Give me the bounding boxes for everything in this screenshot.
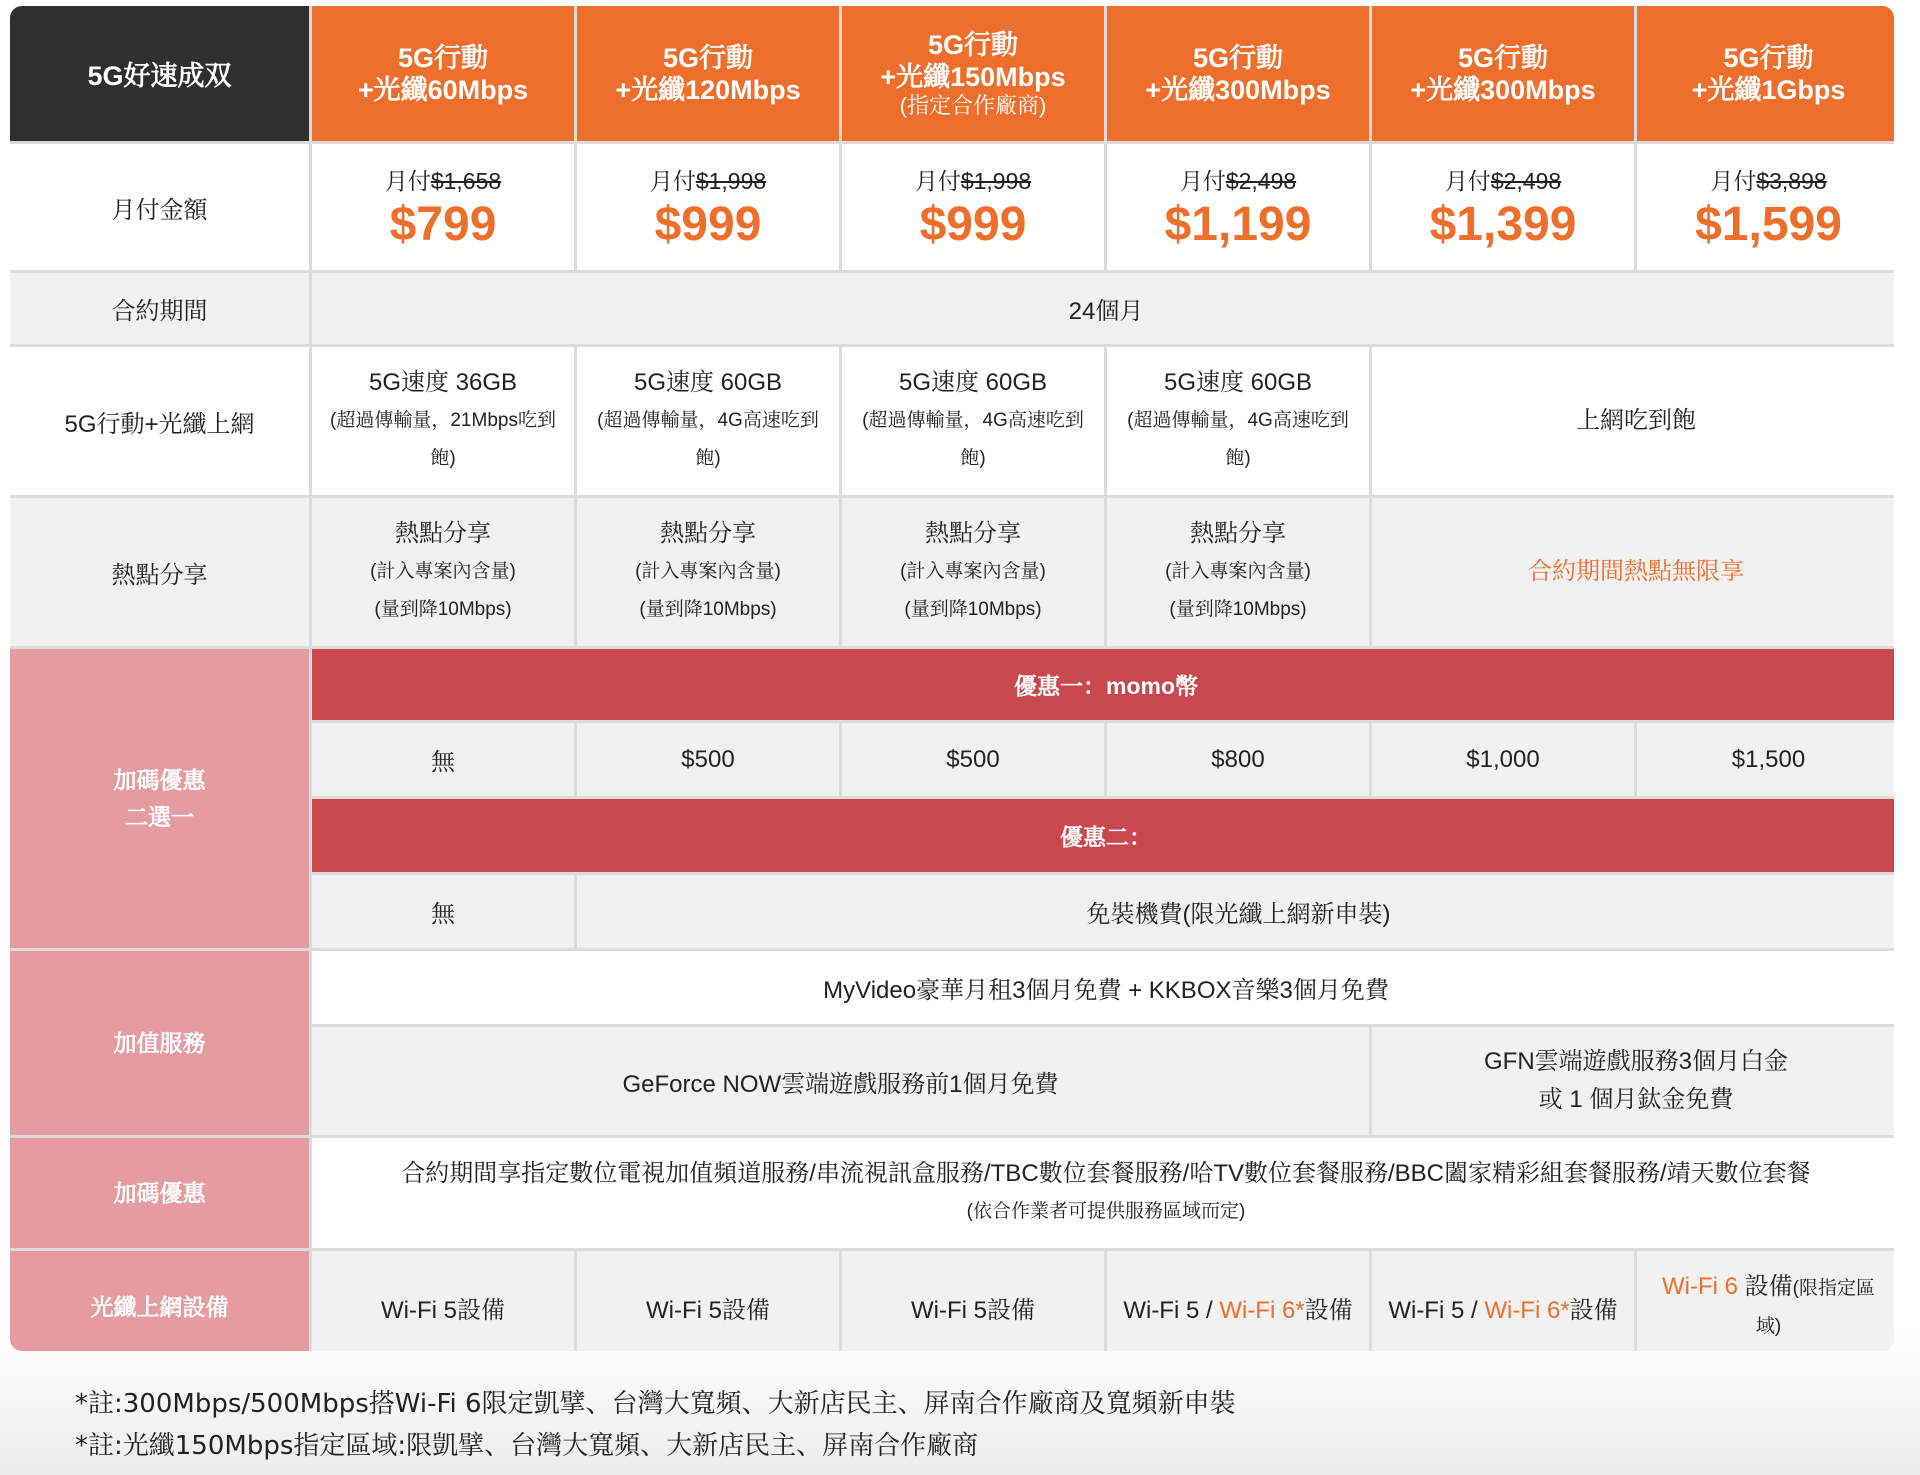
plan-header-line1: 5G行動 bbox=[662, 42, 754, 73]
plan-header-line2: +光纖150Mbps bbox=[880, 61, 1066, 92]
contract-period-value: 24個月 bbox=[312, 273, 1894, 344]
hotspot-note: (量到降10Mbps) bbox=[904, 599, 1042, 620]
data-allowance-note: (超過傳輸量，4G高速吃到飽) bbox=[1127, 410, 1349, 469]
equipment-cell: Wi-Fi 5設備 bbox=[312, 1251, 574, 1351]
data-allowance: 5G速度 60GB bbox=[1163, 369, 1313, 396]
hotspot-note: (量到降10Mbps) bbox=[639, 599, 777, 620]
hotspot-note: (量到降10Mbps) bbox=[1169, 599, 1307, 620]
offer2-title: 優惠二： bbox=[312, 799, 1894, 872]
data-allowance-cell bbox=[842, 347, 1104, 495]
discount-price: $1,199 bbox=[1164, 197, 1312, 251]
data-allowance-cell bbox=[577, 347, 839, 495]
plan-header-line1: 5G行動 bbox=[1457, 42, 1549, 73]
data-allowance: 5G速度 36GB bbox=[368, 369, 518, 396]
data-allowance-note: (超過傳輸量，21Mbps吃到飽) bbox=[330, 410, 556, 469]
row-label-value-added: 加值服務 bbox=[10, 951, 309, 1135]
gfn-offer-line2: 或 1 個月鈦金免費 bbox=[1538, 1086, 1734, 1113]
hotspot-note: (計入專案內含量) bbox=[370, 561, 516, 582]
equipment-cell: Wi-Fi 5 / Wi-Fi 6*設備 bbox=[1107, 1251, 1369, 1351]
hotspot-note: (計入專案內含量) bbox=[900, 561, 1046, 582]
price-cell bbox=[1107, 144, 1369, 270]
offer2-value: 免裝機費(限光纖上網新申裝) bbox=[577, 875, 1894, 948]
price-cell bbox=[1637, 144, 1894, 270]
bonus-label-line1: 加碼優惠 bbox=[113, 766, 206, 793]
extra-bonus-cell bbox=[312, 1138, 1894, 1248]
original-price: 月付$1,998 bbox=[649, 167, 767, 194]
momo-coin-value: $1,500 bbox=[1637, 723, 1894, 796]
equipment-cell: Wi-Fi 6 設備(限指定區 域) bbox=[1637, 1251, 1894, 1351]
plan-header-line2: +光纖120Mbps bbox=[615, 74, 801, 105]
row-label-contract: 合約期間 bbox=[10, 273, 309, 344]
plan-header-sub: (指定合作廠商) bbox=[899, 92, 1047, 118]
hotspot-note: (計入專案內含量) bbox=[635, 561, 781, 582]
data-allowance-note: (超過傳輸量，4G高速吃到飽) bbox=[862, 410, 1084, 469]
data-allowance: 5G速度 60GB bbox=[898, 369, 1048, 396]
unlimited-data-cell: 上網吃到飽 bbox=[1372, 347, 1894, 495]
plan-comparison-table bbox=[10, 6, 1894, 1351]
offer1-title: 優惠一：momo幣 bbox=[312, 649, 1894, 720]
discount-price: $999 bbox=[654, 197, 762, 251]
momo-coin-value: $500 bbox=[842, 723, 1104, 796]
plan-header-line2: +光纖1Gbps bbox=[1691, 74, 1846, 105]
row-label-equipment: 光纖上網設備 bbox=[10, 1251, 309, 1351]
original-price: 月付$3,898 bbox=[1710, 167, 1827, 194]
plan-header-150mbps bbox=[842, 6, 1104, 141]
footnote-2: *註:光纖150Mbps指定區域:限凱擘、台灣大寬頻、大新店民主、屏南合作廠商 bbox=[75, 1431, 979, 1461]
myvideo-kkbox-offer: MyVideo豪華月租3個月免費 + KKBOX音樂3個月免費 bbox=[312, 951, 1894, 1024]
plan-header-line2: +光纖60Mbps bbox=[357, 74, 529, 105]
plan-header-300mbps-a bbox=[1107, 6, 1369, 141]
hotspot-cell bbox=[842, 498, 1104, 646]
momo-coin-value: $1,000 bbox=[1372, 723, 1634, 796]
plan-header-line1: 5G行動 bbox=[397, 42, 489, 73]
row-label-extra-bonus: 加碼優惠 bbox=[10, 1138, 309, 1248]
unlimited-hotspot-cell: 合約期間熱點無限享 bbox=[1372, 498, 1894, 646]
plan-header-300mbps-b bbox=[1372, 6, 1634, 141]
data-allowance-cell bbox=[312, 347, 574, 495]
hotspot-note: (計入專案內含量) bbox=[1165, 561, 1311, 582]
gfn-offer bbox=[1372, 1027, 1894, 1135]
footnote-1: *註:300Mbps/500Mbps搭Wi-Fi 6限定凱擘、台灣大寬頻、大新店民主、屏南合作廠商及寬頻新申裝 bbox=[75, 1389, 1236, 1419]
hotspot-title: 熱點分享 bbox=[660, 520, 756, 547]
momo-coin-value: $800 bbox=[1107, 723, 1369, 796]
discount-price: $799 bbox=[389, 197, 497, 251]
hotspot-title: 熱點分享 bbox=[395, 520, 491, 547]
equipment-cell: Wi-Fi 5設備 bbox=[842, 1251, 1104, 1351]
gfn-offer-line1: GFN雲端遊戲服務3個月白金 bbox=[1483, 1048, 1788, 1075]
discount-price: $1,599 bbox=[1695, 197, 1842, 251]
price-cell bbox=[1372, 144, 1634, 270]
extra-bonus-note: (依合作業者可提供服務區域而定) bbox=[966, 1201, 1246, 1222]
discount-price: $999 bbox=[919, 197, 1027, 251]
data-allowance-cell bbox=[1107, 347, 1369, 495]
plan-header-line2: +光纖300Mbps bbox=[1145, 74, 1331, 105]
plan-header-1gbps bbox=[1637, 6, 1894, 141]
equipment-cell: Wi-Fi 5 / Wi-Fi 6*設備 bbox=[1372, 1251, 1634, 1351]
hotspot-cell bbox=[312, 498, 574, 646]
hotspot-title: 熱點分享 bbox=[1190, 520, 1286, 547]
plan-header-line2: +光纖300Mbps bbox=[1410, 74, 1596, 105]
original-price: 月付$1,998 bbox=[914, 167, 1032, 194]
geforce-now-offer: GeForce NOW雲端遊戲服務前1個月免費 bbox=[312, 1027, 1369, 1135]
original-price: 月付$2,498 bbox=[1444, 167, 1562, 194]
row-label-hotspot: 熱點分享 bbox=[10, 498, 309, 646]
plan-header-120mbps bbox=[577, 6, 839, 141]
discount-price: $1,399 bbox=[1429, 197, 1577, 251]
hotspot-title: 熱點分享 bbox=[925, 520, 1021, 547]
original-price: 月付$1,658 bbox=[384, 167, 502, 194]
momo-coin-value: $500 bbox=[577, 723, 839, 796]
data-allowance-note: (超過傳輸量，4G高速吃到飽) bbox=[597, 410, 819, 469]
hotspot-cell bbox=[577, 498, 839, 646]
momo-coin-value: 無 bbox=[312, 723, 574, 796]
price-cell bbox=[577, 144, 839, 270]
hotspot-cell bbox=[1107, 498, 1369, 646]
row-label-monthly: 月付金額 bbox=[10, 144, 309, 270]
extra-bonus-text: 合約期間享指定數位電視加值頻道服務/串流視訊盒服務/TBC數位套餐服務/哈TV數位套餐服務/BBC闔家精彩組套餐服務/靖天數位套餐 bbox=[401, 1160, 1811, 1187]
table-corner-title: 5G好速成双 bbox=[10, 6, 309, 141]
price-cell bbox=[842, 144, 1104, 270]
hotspot-note: (量到降10Mbps) bbox=[374, 599, 512, 620]
data-allowance: 5G速度 60GB bbox=[633, 369, 783, 396]
row-label-data: 5G行動+光纖上網 bbox=[10, 347, 309, 495]
offer2-none: 無 bbox=[312, 875, 574, 948]
row-label-bonus bbox=[10, 649, 309, 948]
bonus-label-line2: 二選一 bbox=[125, 803, 194, 830]
price-cell bbox=[312, 144, 574, 270]
equipment-cell: Wi-Fi 5設備 bbox=[577, 1251, 839, 1351]
plan-header-60mbps bbox=[312, 6, 574, 141]
plan-header-line1: 5G行動 bbox=[927, 29, 1019, 60]
plan-header-line1: 5G行動 bbox=[1192, 42, 1284, 73]
plan-header-line1: 5G行動 bbox=[1723, 42, 1814, 73]
original-price: 月付$2,498 bbox=[1179, 167, 1297, 194]
